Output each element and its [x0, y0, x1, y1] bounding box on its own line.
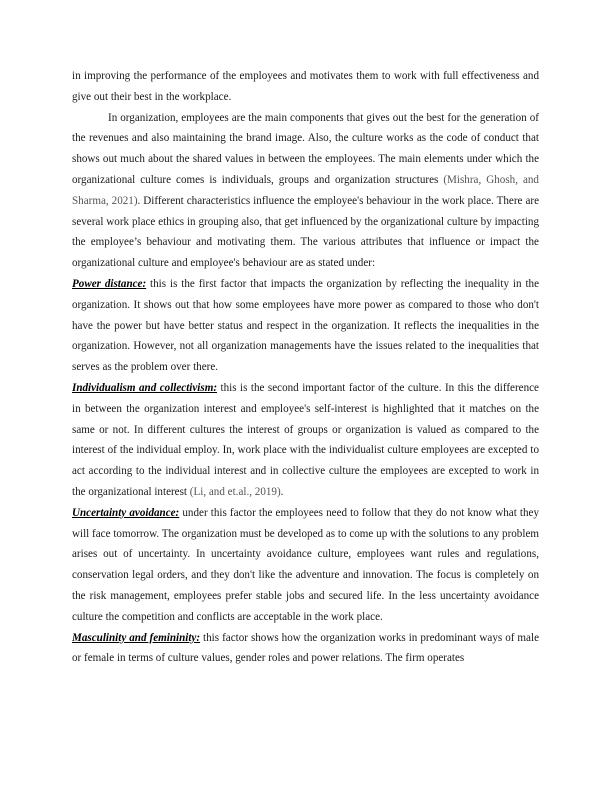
term-masculinity-femininity: Masculinity and femininity:: [72, 631, 201, 644]
paragraph-organizational-culture: [72, 108, 539, 274]
citation-li-2019: (Li, and et.al., 2019): [189, 485, 281, 498]
term-individualism-collectivism: Individualism and collectivism:: [72, 381, 218, 394]
paragraph-power-distance: [72, 274, 539, 378]
paragraph-uncertainty-avoidance: [72, 503, 539, 628]
paragraph-text: under this factor the employees need to follow that they do not know what they will face tomorrow. The organization must be developed as to come up with the solutions to any problem arises out of uncertainty. In uncertainty avoidance culture, employees want rules and regulations, conservation legal orders, and they don't like the adventure and innovation. The focus is completely on the risk management, employees prefer stable jobs and secured life. In the less uncertainty avoidance culture the competition and conflicts are acceptable in the work place.: [72, 506, 539, 623]
document-body: [72, 66, 539, 669]
paragraph-individualism: [72, 378, 539, 503]
paragraph-text: this is the second important factor of the culture. In this the difference in between the organization interest and employee's self-interest is highlighted that it matches on the same or not. In different cultures the interest of groups or organization is valued as compared to the interest of the individual employ. In, work place with the individualist culture employees are excepted to act according to the individual interest and in collective culture the employees are excepted to work in the organizational interest: [72, 381, 539, 498]
citation-mishra-2021: (Mishra, Ghosh, and Sharma, 2021): [72, 173, 539, 207]
term-power-distance: Power distance:: [72, 277, 147, 290]
paragraph-text: in improving the performance of the employees and motivates them to work with full effectiveness and give out their best in the workplace.: [72, 70, 539, 103]
paragraph-text: In organization, employees are the main components that gives out the best for the generation of the revenues and also maintaining the brand image. Also, the culture works as the code of conduct that shows out much about the shared values in between the employees. The main elements under which the organizational culture comes is individuals, groups and organization structures: [72, 111, 539, 186]
paragraph-text: . Different characteristics influence the employee's behaviour in the work place. There are several work place ethics in grouping also, that get influenced by the organizational culture by impacting the employee’s behaviour and motivating them. The various attributes that influence or impact the organizational culture and employee's behaviour are as stated under:: [72, 194, 539, 270]
paragraph-masculinity-femininity: [72, 628, 539, 670]
term-uncertainty-avoidance: Uncertainty avoidance:: [72, 506, 180, 519]
paragraph-text: this factor shows how the organization works in predominant ways of male or female in terms of culture values, gender roles and power relations. The firm operates: [72, 631, 539, 665]
paragraph-text: this is the first factor that impacts the organization by reflecting the inequality in the organization. It shows out that how some employees have more power as compared to those who don't have the power but have better status and respect in the organization. It reflects the inequalities in the organization. However, not all organization managements have the issues related to the inequalities that serves as the problem over there.: [72, 277, 539, 374]
paragraph-intro-continuation: [72, 66, 539, 108]
paragraph-text: .: [280, 485, 284, 498]
